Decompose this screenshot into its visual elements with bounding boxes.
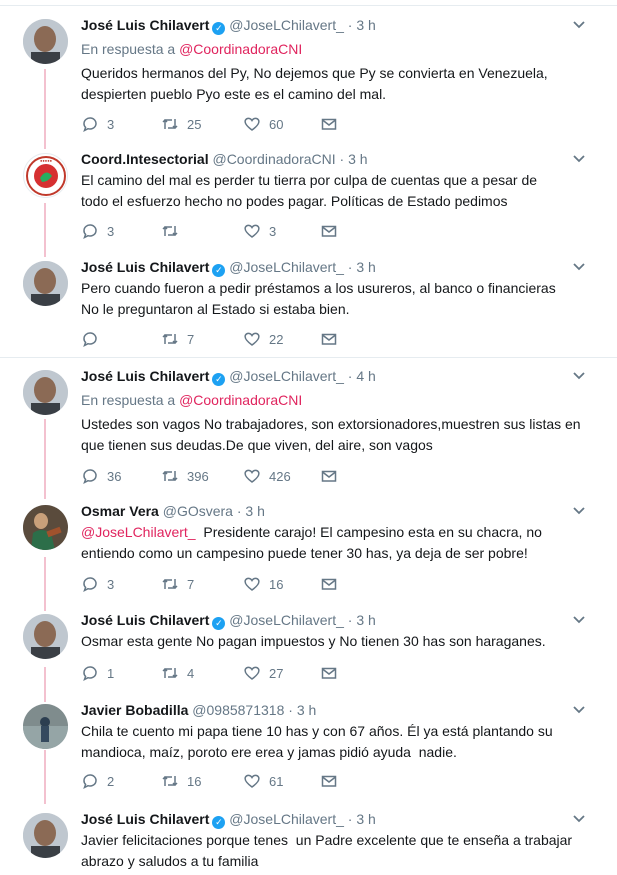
reply-button[interactable]: [81, 664, 114, 682]
time-separator: ·: [347, 368, 353, 384]
heart-icon: [243, 575, 261, 593]
divider: [0, 357, 617, 358]
reply-button[interactable]: [81, 222, 114, 240]
retweet-count: 16: [187, 773, 202, 789]
envelope-icon: [320, 222, 338, 240]
reply-icon: [81, 222, 99, 240]
reply-context: [81, 392, 302, 408]
thread-line: [44, 419, 46, 499]
chevron-down-icon[interactable]: [572, 19, 586, 31]
retweet-button[interactable]: [161, 772, 201, 790]
display-name[interactable]: José Luis Chilavert: [81, 17, 210, 33]
reply-to-link[interactable]: @CoordinadoraCNI: [179, 392, 303, 408]
heart-icon: [243, 467, 261, 485]
like-count: 60: [269, 116, 284, 132]
avatar[interactable]: [23, 505, 68, 550]
timestamp[interactable]: 3 h: [356, 811, 376, 827]
time-separator: ·: [347, 811, 353, 827]
divider: [0, 5, 617, 6]
like-button[interactable]: [243, 575, 283, 593]
retweet-icon: [161, 664, 179, 682]
like-button[interactable]: [243, 222, 276, 240]
verified-badge-icon: ✓: [212, 816, 225, 829]
timestamp[interactable]: 3 h: [356, 612, 376, 628]
chevron-down-icon[interactable]: [572, 153, 586, 165]
user-handle[interactable]: @JoseLChilavert_: [229, 259, 344, 275]
retweet-icon: [161, 115, 179, 133]
thread-line: [44, 667, 46, 702]
retweet-count: 7: [187, 331, 195, 347]
like-count: 16: [269, 576, 284, 592]
direct-message-button[interactable]: [320, 664, 338, 682]
reply-icon: [81, 330, 99, 348]
direct-message-button[interactable]: [320, 772, 338, 790]
retweet-button[interactable]: [161, 467, 209, 485]
direct-message-button[interactable]: [320, 467, 338, 485]
tweet-text: [81, 63, 601, 105]
avatar[interactable]: [23, 704, 68, 749]
envelope-icon: [320, 664, 338, 682]
retweet-button[interactable]: [161, 664, 194, 682]
verified-badge-icon: ✓: [212, 617, 225, 630]
tweet-header: [81, 17, 376, 35]
tweet-text-line: Javier felicitaciones porque tenes un Padre excelente que te enseña a trabajar: [81, 832, 573, 848]
retweet-icon: [161, 330, 179, 348]
reply-count: 3: [107, 223, 115, 239]
chevron-down-icon[interactable]: [572, 370, 586, 382]
timestamp[interactable]: 3 h: [245, 503, 265, 519]
timestamp[interactable]: 3 h: [356, 17, 376, 33]
avatar[interactable]: [23, 813, 68, 858]
reply-button[interactable]: [81, 575, 114, 593]
reply-count: 3: [107, 576, 115, 592]
tweet-text-line: Queridos hermanos del Py, No dejemos que Py se convierta en Venezuela,: [81, 65, 548, 81]
tweet-header: [81, 503, 265, 519]
chevron-down-icon[interactable]: [572, 813, 586, 825]
display-name[interactable]: José Luis Chilavert: [81, 368, 210, 384]
timestamp[interactable]: 4 h: [356, 368, 376, 384]
timestamp[interactable]: 3 h: [296, 702, 317, 718]
retweet-icon: [161, 467, 179, 485]
chevron-down-icon[interactable]: [572, 505, 586, 517]
reply-prefix: En respuesta a: [81, 41, 176, 57]
tweet-text-line: Chila te cuento mi papa tiene 10 has y con 67 años. Él ya está plantando su: [81, 723, 553, 739]
like-button[interactable]: [243, 664, 283, 682]
reply-icon: [81, 115, 99, 133]
reply-button[interactable]: [81, 330, 107, 348]
retweet-button[interactable]: [161, 222, 187, 240]
tweet-header: [81, 259, 376, 277]
user-handle[interactable]: @JoseLChilavert_: [229, 17, 344, 33]
thread-line: [44, 750, 46, 804]
retweet-button[interactable]: [161, 115, 201, 133]
retweet-icon: [161, 222, 179, 240]
reply-button[interactable]: [81, 772, 114, 790]
reply-to-link[interactable]: @CoordinadoraCNI: [179, 41, 303, 57]
tweet-text: [81, 414, 601, 456]
display-name[interactable]: José Luis Chilavert: [81, 259, 210, 275]
tweet-text-line: mandioca, maíz, poroto ere erea y jamas pidió ayuda nadie.: [81, 744, 457, 760]
display-name[interactable]: José Luis Chilavert: [81, 811, 210, 827]
tweet-text-line: El camino del mal es perder tu tierra por culpa de cuentas que a pesar de: [81, 172, 538, 188]
reply-icon: [81, 575, 99, 593]
avatar[interactable]: [23, 153, 68, 198]
verified-badge-icon: ✓: [212, 373, 225, 386]
user-handle[interactable]: @CoordinadoraCNI: [212, 151, 336, 167]
heart-icon: [243, 222, 261, 240]
retweet-count: 396: [187, 468, 209, 484]
user-handle[interactable]: @JoseLChilavert_: [229, 811, 344, 827]
avatar[interactable]: [23, 19, 68, 64]
like-button[interactable]: [243, 772, 283, 790]
tweet-header: [81, 612, 376, 630]
tweet-text: [81, 278, 601, 320]
tweet-text-line: Osmar esta gente No pagan impuestos y No tienen 30 has son haraganes.: [81, 633, 546, 649]
like-count: 3: [269, 223, 277, 239]
verified-badge-icon: ✓: [212, 22, 225, 35]
heart-icon: [243, 664, 261, 682]
envelope-icon: [320, 330, 338, 348]
reply-icon: [81, 772, 99, 790]
like-count: 61: [269, 773, 284, 789]
avatar[interactable]: [23, 261, 68, 306]
svg-text:●●●●●: ●●●●●: [39, 158, 53, 163]
reply-count: 3: [107, 116, 115, 132]
tweet-text: [81, 522, 601, 564]
tweet-text: [81, 830, 601, 872]
direct-message-button[interactable]: [320, 222, 338, 240]
tweet-text-fragment: Presidente carajo! El campesino esta en su chacra, no: [195, 524, 542, 540]
mention-link[interactable]: @JoseLChilavert_: [81, 524, 196, 540]
avatar[interactable]: [23, 370, 68, 415]
retweet-icon: [161, 772, 179, 790]
tweet-text: [81, 721, 601, 763]
tweet-header: [81, 151, 368, 167]
time-separator: ·: [288, 702, 293, 718]
like-button[interactable]: [243, 330, 283, 348]
avatar[interactable]: [23, 614, 68, 659]
reply-count: 2: [107, 773, 115, 789]
direct-message-button[interactable]: [320, 330, 338, 348]
display-name[interactable]: Javier Bobadilla: [81, 702, 189, 718]
time-separator: ·: [347, 259, 353, 275]
envelope-icon: [320, 115, 338, 133]
time-separator: ·: [347, 17, 353, 33]
thread-line: [44, 69, 46, 149]
tweet-text-line: Pero cuando fueron a pedir préstamos a los usureros, al banco o financieras: [81, 280, 556, 296]
display-name[interactable]: José Luis Chilavert: [81, 612, 210, 628]
tweet-text-line: todo el esfuerzo hecho no podes pagar. Políticas de Estado pedimos: [81, 193, 508, 209]
reply-button[interactable]: [81, 115, 114, 133]
tweet-text-line: [81, 522, 601, 543]
thread-line: [44, 203, 46, 257]
tweet-header: [81, 811, 376, 829]
reply-count: 36: [107, 468, 122, 484]
direct-message-button[interactable]: [320, 575, 338, 593]
chevron-down-icon[interactable]: [572, 704, 586, 716]
tweet-text-line: Ustedes son vagos No trabajadores, son extorsionadores,muestren sus listas en: [81, 416, 581, 432]
tweet-text: [81, 170, 601, 212]
tweet-text-line: No le preguntaron al Estado si estaba bien.: [81, 301, 350, 317]
envelope-icon: [320, 575, 338, 593]
envelope-icon: [320, 772, 338, 790]
tweet-text-line: despierten pueblo Pyo este es el camino del mal.: [81, 86, 387, 102]
verified-badge-icon: ✓: [212, 264, 225, 277]
reply-icon: [81, 467, 99, 485]
thread-line: [44, 557, 46, 611]
reply-context: [81, 41, 302, 57]
retweet-button[interactable]: [161, 330, 194, 348]
retweet-icon: [161, 575, 179, 593]
like-count: 426: [269, 468, 291, 484]
retweet-count: 25: [187, 116, 202, 132]
reply-icon: [81, 664, 99, 682]
like-button[interactable]: [243, 467, 291, 485]
retweet-count: 7: [187, 576, 195, 592]
direct-message-button[interactable]: [320, 115, 338, 133]
reply-button[interactable]: [81, 467, 121, 485]
retweet-count: 4: [187, 665, 195, 681]
envelope-icon: [320, 467, 338, 485]
user-handle[interactable]: @JoseLChilavert_: [229, 612, 344, 628]
time-separator: ·: [339, 151, 345, 167]
reply-count: 1: [107, 665, 115, 681]
heart-icon: [243, 115, 261, 133]
tweet-text-line: abrazo y saludos a tu familia: [81, 853, 259, 869]
like-count: 27: [269, 665, 284, 681]
heart-icon: [243, 772, 261, 790]
chevron-down-icon[interactable]: [572, 261, 586, 273]
tweet-header: [81, 702, 316, 718]
tweet-text-line: entiendo como un campesino puede tener 30 has, ya deja de ser pobre!: [81, 545, 528, 561]
tweet-text-line: que tienen sus deudas.De que viven, del aire, son vagos: [81, 437, 433, 453]
chevron-down-icon[interactable]: [572, 614, 586, 626]
time-separator: ·: [347, 612, 353, 628]
like-button[interactable]: [243, 115, 283, 133]
heart-icon: [243, 330, 261, 348]
tweet-header: [81, 368, 376, 386]
user-handle[interactable]: @JoseLChilavert_: [229, 368, 344, 384]
time-separator: ·: [236, 503, 242, 519]
display-name[interactable]: Coord.Intesectorial: [81, 151, 209, 167]
timestamp[interactable]: 3 h: [356, 259, 376, 275]
timestamp[interactable]: 3 h: [348, 151, 368, 167]
display-name[interactable]: Osmar Vera: [81, 503, 159, 519]
retweet-button[interactable]: [161, 575, 194, 593]
like-count: 22: [269, 331, 284, 347]
user-handle[interactable]: @GOsvera: [162, 503, 233, 519]
reply-prefix: En respuesta a: [81, 392, 176, 408]
user-handle[interactable]: @0985871318: [192, 702, 285, 718]
tweet-text: [81, 631, 601, 652]
